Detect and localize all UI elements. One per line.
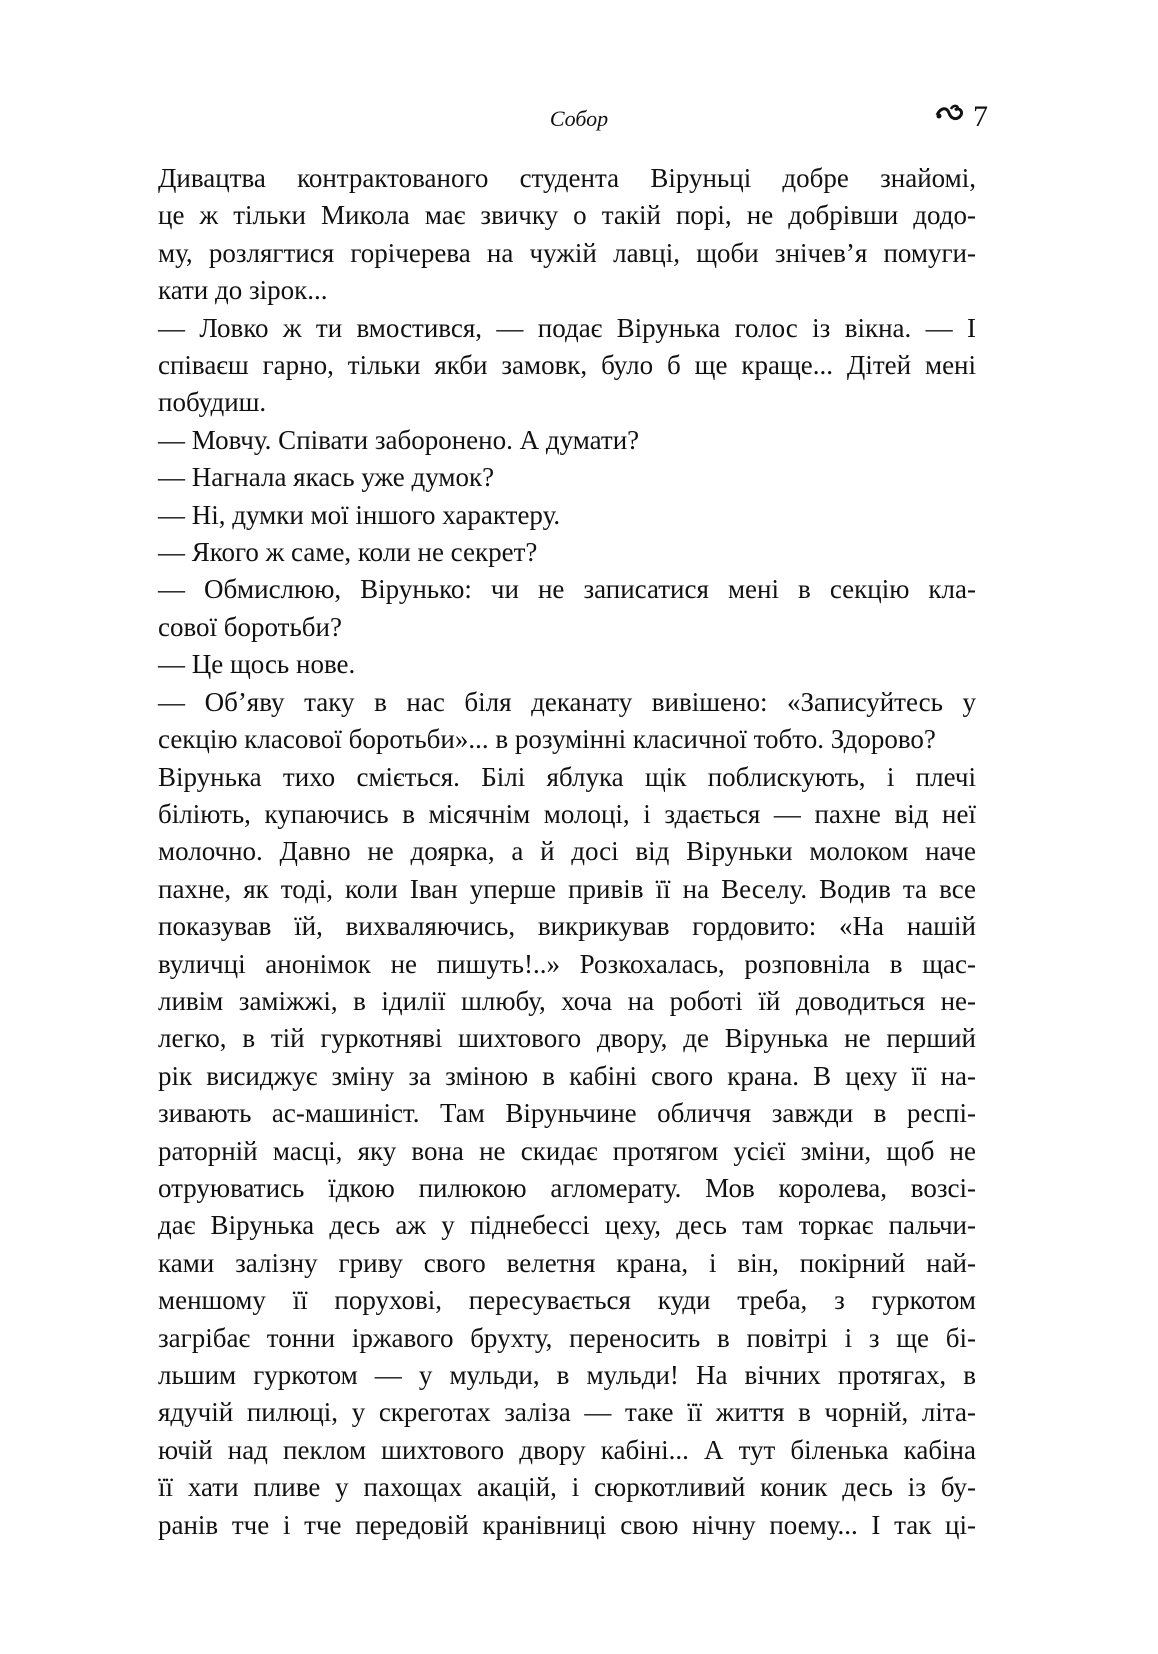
text-line: це ж тільки Микола має звичку о такій порі, не добрівши додо- <box>158 200 976 231</box>
text-line: кати до зірок... <box>158 275 328 306</box>
text-line: вуличці анонімок не пишуть!..» Розкохалась, розповніла в щас- <box>158 948 976 979</box>
text-line: — Ловко ж ти вмостився, — подає Вірунька голос із вікна. — І <box>158 312 976 343</box>
text-line: льшим гуркотом — у мульди, в мульди! На вічних протягах, в <box>158 1360 976 1390</box>
text-line: — Об’яву таку в нас біля деканату вивішено: «Записуйтесь у <box>158 686 976 717</box>
text-line: Дивацтва контрактованого студента Віруньці добре знайомі, <box>158 163 976 193</box>
text-line: біліють, купаючись в місячнім молоці, і здається — пахне від неї <box>158 798 976 829</box>
text-line: — Обмислюю, Вірунько: чи не записатися мені в секцію кла- <box>158 574 976 605</box>
text-line: ранів тче і тче передовій кранівниці свою нічну поему... І так ці- <box>158 1509 976 1540</box>
text-line: секцію класової боротьби»... в розумінні класичної тобто. Здорово? <box>158 724 936 755</box>
text-line: ливім заміжжі, в ідилії шлюбу, хоча на роботі їй доводиться не- <box>158 985 976 1016</box>
text-line: молочно. Давно не доярка, а й досі від Віруньки молоком наче <box>158 836 976 867</box>
text-line: рік висиджує зміну за зміною в кабіні свого крана. В цеху її на- <box>158 1060 976 1091</box>
text-line: му, розлягтися горічерева на чужій лавці, щоби знічев’я помуги- <box>158 237 976 268</box>
running-title: Собор <box>549 106 609 131</box>
text-line: співаєш гарно, тільки якби замовк, було б ще краще... Дітей мені <box>158 350 976 381</box>
text-line: раторній масці, яку вона не скидає протягом усієї зміни, щоб не <box>158 1135 976 1166</box>
text-line: показував їй, вихваляючись, викрикував гордовито: «На нашій <box>158 911 976 942</box>
page-header <box>0 100 1158 140</box>
text-line: ючій над пеклом шихтового двору кабіні... А тут біленька кабіна <box>158 1434 976 1465</box>
text-line: сової боротьби? <box>158 611 342 642</box>
page-number: 7 <box>973 100 988 133</box>
text-line: — Це щось нове. <box>158 649 356 680</box>
text-line: — Нагнала якась уже думок? <box>158 462 495 493</box>
text-line: — Якого ж саме, коли не секрет? <box>158 537 538 568</box>
page-number-block <box>935 100 988 134</box>
text-line: загрібає тонни іржавого брухту, переносить в повітрі і з ще бі- <box>158 1322 976 1353</box>
flourish-icon <box>935 103 965 125</box>
body-text <box>158 160 976 1544</box>
text-line: Вірунька тихо сміється. Білі яблука щік поблискують, і плечі <box>158 761 976 792</box>
text-line: — Ні, думки мої іншого характеру. <box>158 499 561 530</box>
text-line: ками залізну гриву свого велетня крана, і він, покірний най- <box>158 1247 976 1278</box>
ornament-icon <box>935 103 965 131</box>
text-line: побудиш. <box>158 387 267 418</box>
text-line: ядучій пилюці, у скреготах заліза — таке її життя в чорній, літа- <box>158 1397 976 1428</box>
text-line: — Мовчу. Співати заборонено. А думати? <box>158 424 640 455</box>
text-line: дає Вірунька десь аж у піднебессі цеху, десь там торкає пальчи- <box>158 1210 976 1241</box>
text-line: пахне, як тоді, коли Іван уперше привів її на Веселу. Водив та все <box>158 873 976 904</box>
text-line: меншому її порухові, пересувається куди треба, з гуркотом <box>158 1285 976 1316</box>
text-line: зивають ас-машиніст. Там Віруньчине обличчя завжди в респі- <box>158 1098 976 1129</box>
text-line: її хати пливе у пахощах акацій, і сюркотливий коник десь із бу- <box>158 1472 976 1503</box>
text-line: отруюватись їдкою пилюкою агломерату. Мов королева, возсі- <box>158 1172 976 1203</box>
text-line: легко, в тій гуркотняві шихтового двору, де Вірунька не перший <box>158 1023 976 1054</box>
